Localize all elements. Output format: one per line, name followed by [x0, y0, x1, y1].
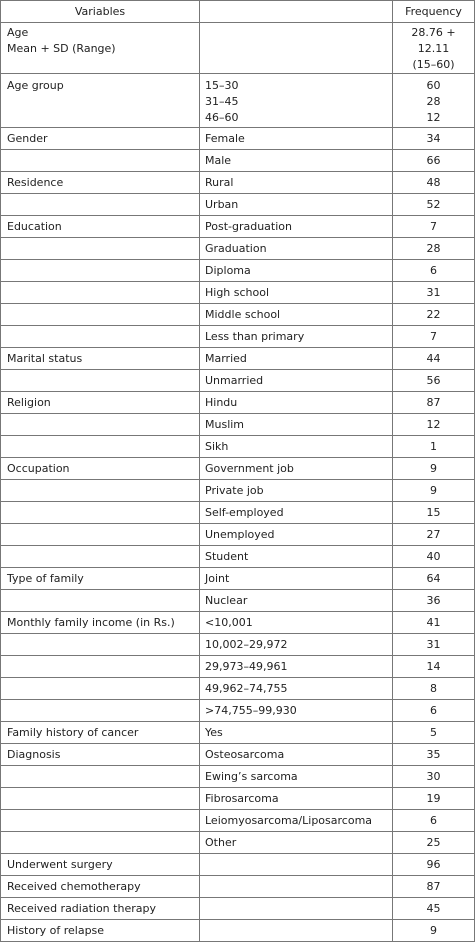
variable-cell	[1, 832, 200, 854]
variable-cell: Marital status	[1, 348, 200, 370]
table-row	[1, 546, 475, 568]
variable-cell: Gender	[1, 128, 200, 150]
table-row	[1, 810, 475, 832]
frequency-cell: 87	[393, 876, 475, 898]
frequency-cell: 15	[393, 502, 475, 524]
frequency-cell: 66	[393, 150, 475, 172]
frequency-cell: 9	[393, 458, 475, 480]
table-row	[1, 700, 475, 722]
category-cell: Osteosarcoma	[200, 744, 393, 766]
category-cell: 29,973–49,961	[200, 656, 393, 678]
category-cell: Urban	[200, 194, 393, 216]
table-row	[1, 128, 475, 150]
frequency-cell: 25	[393, 832, 475, 854]
variable-cell	[1, 656, 200, 678]
category-cell: Yes	[200, 722, 393, 744]
frequency-cell: 6	[393, 810, 475, 832]
age-row	[1, 23, 475, 74]
category-cell: Self-employed	[200, 502, 393, 524]
category-cell: Muslim	[200, 414, 393, 436]
category-header	[200, 1, 393, 23]
variable-cell	[1, 194, 200, 216]
table-row	[1, 854, 475, 876]
variable-cell	[1, 326, 200, 348]
variable-cell	[1, 810, 200, 832]
variable-cell	[1, 502, 200, 524]
category-cell: Nuclear	[200, 590, 393, 612]
category-cell: Other	[200, 832, 393, 854]
category-cell: High school	[200, 282, 393, 304]
table-row	[1, 414, 475, 436]
frequency-cell: 30	[393, 766, 475, 788]
table-row	[1, 766, 475, 788]
table-row	[1, 172, 475, 194]
category-cell: Graduation	[200, 238, 393, 260]
category-cell: 10,002–29,972	[200, 634, 393, 656]
age-stat-label: Mean + SD (Range)	[7, 42, 116, 55]
frequency-cell: 31	[393, 282, 475, 304]
variable-cell: Education	[1, 216, 200, 238]
variable-cell	[1, 590, 200, 612]
age-label-cell	[1, 23, 200, 74]
category-cell	[200, 898, 393, 920]
frequency-cell: 48	[393, 172, 475, 194]
variable-cell: Monthly family income (in Rs.)	[1, 612, 200, 634]
category-cell: Government job	[200, 458, 393, 480]
age-group-category: 46–60	[205, 111, 239, 124]
table-row	[1, 370, 475, 392]
table-row	[1, 876, 475, 898]
variable-cell	[1, 436, 200, 458]
table-row	[1, 392, 475, 414]
table-row	[1, 436, 475, 458]
variable-cell: Diagnosis	[1, 744, 200, 766]
variable-cell: Received chemotherapy	[1, 876, 200, 898]
category-cell	[200, 876, 393, 898]
frequency-header: Frequency	[393, 1, 475, 23]
frequency-cell: 40	[393, 546, 475, 568]
variable-cell: Religion	[1, 392, 200, 414]
frequency-cell: 27	[393, 524, 475, 546]
age-group-value: 60	[426, 79, 441, 92]
variable-cell	[1, 260, 200, 282]
table-row	[1, 260, 475, 282]
category-cell: Leiomyosarcoma/Liposarcoma	[200, 810, 393, 832]
variable-cell: Residence	[1, 172, 200, 194]
category-cell: 49,962–74,755	[200, 678, 393, 700]
frequency-cell: 87	[393, 392, 475, 414]
frequency-cell: 14	[393, 656, 475, 678]
variable-cell: Occupation	[1, 458, 200, 480]
table-row	[1, 150, 475, 172]
table-row	[1, 326, 475, 348]
category-cell: Female	[200, 128, 393, 150]
category-cell: Unmarried	[200, 370, 393, 392]
variable-cell	[1, 150, 200, 172]
category-cell: Fibrosarcoma	[200, 788, 393, 810]
frequency-cell: 52	[393, 194, 475, 216]
frequency-cell: 34	[393, 128, 475, 150]
age-group-row	[1, 74, 475, 128]
variable-cell	[1, 282, 200, 304]
variable-cell: Type of family	[1, 568, 200, 590]
table-row	[1, 524, 475, 546]
variable-cell	[1, 370, 200, 392]
variable-cell: Underwent surgery	[1, 854, 200, 876]
category-cell: Married	[200, 348, 393, 370]
variable-cell	[1, 524, 200, 546]
frequency-cell: 8	[393, 678, 475, 700]
age-range: (15–60)	[412, 58, 455, 71]
table-row	[1, 458, 475, 480]
frequency-cell: 64	[393, 568, 475, 590]
frequency-cell: 5	[393, 722, 475, 744]
category-cell: Student	[200, 546, 393, 568]
frequency-cell: 31	[393, 634, 475, 656]
age-label: Age	[7, 26, 29, 39]
age-group-values	[393, 74, 475, 128]
frequency-cell: 1	[393, 436, 475, 458]
frequency-cell: 44	[393, 348, 475, 370]
table-row	[1, 216, 475, 238]
table-row	[1, 282, 475, 304]
table-row	[1, 634, 475, 656]
category-cell: Rural	[200, 172, 393, 194]
table-row	[1, 502, 475, 524]
frequency-cell: 41	[393, 612, 475, 634]
variable-cell: Received radiation therapy	[1, 898, 200, 920]
frequency-cell: 96	[393, 854, 475, 876]
table-row	[1, 722, 475, 744]
table-row	[1, 920, 475, 942]
table-row	[1, 194, 475, 216]
age-group-value: 28	[426, 95, 441, 108]
frequency-cell: 7	[393, 216, 475, 238]
frequency-cell: 6	[393, 260, 475, 282]
table-row	[1, 678, 475, 700]
variable-cell	[1, 678, 200, 700]
variable-cell	[1, 766, 200, 788]
table-row	[1, 898, 475, 920]
category-cell: Middle school	[200, 304, 393, 326]
table-row	[1, 238, 475, 260]
variable-cell	[1, 238, 200, 260]
table-row	[1, 612, 475, 634]
age-group-categories	[200, 74, 393, 128]
table-row	[1, 348, 475, 370]
age-group-label: Age group	[1, 74, 200, 128]
frequency-cell: 36	[393, 590, 475, 612]
table-row	[1, 480, 475, 502]
category-cell: Male	[200, 150, 393, 172]
frequency-cell: 19	[393, 788, 475, 810]
category-cell: Joint	[200, 568, 393, 590]
variable-cell: Family history of cancer	[1, 722, 200, 744]
variables-header: Variables	[1, 1, 200, 23]
frequency-cell: 6	[393, 700, 475, 722]
category-cell: Hindu	[200, 392, 393, 414]
category-cell: Ewing’s sarcoma	[200, 766, 393, 788]
table-row	[1, 568, 475, 590]
variable-cell: History of relapse	[1, 920, 200, 942]
variable-cell	[1, 304, 200, 326]
variable-cell	[1, 788, 200, 810]
frequency-cell: 28	[393, 238, 475, 260]
table-row	[1, 590, 475, 612]
table-row	[1, 788, 475, 810]
age-group-value: 12	[426, 111, 441, 124]
variable-cell	[1, 700, 200, 722]
age-mean-sd: 28.76 + 12.11	[411, 26, 456, 55]
table-row	[1, 832, 475, 854]
category-cell: Sikh	[200, 436, 393, 458]
age-category-cell	[200, 23, 393, 74]
category-cell: Less than primary	[200, 326, 393, 348]
table-row	[1, 744, 475, 766]
variable-cell	[1, 414, 200, 436]
frequency-cell: 22	[393, 304, 475, 326]
category-cell	[200, 854, 393, 876]
variable-cell	[1, 480, 200, 502]
frequency-cell: 9	[393, 920, 475, 942]
category-cell: Private job	[200, 480, 393, 502]
age-group-category: 31–45	[205, 95, 239, 108]
table-row	[1, 656, 475, 678]
age-value-cell	[393, 23, 475, 74]
table-row	[1, 304, 475, 326]
frequency-cell: 56	[393, 370, 475, 392]
category-cell: Unemployed	[200, 524, 393, 546]
category-cell	[200, 920, 393, 942]
frequency-cell: 35	[393, 744, 475, 766]
frequency-cell: 45	[393, 898, 475, 920]
category-cell: >74,755–99,930	[200, 700, 393, 722]
frequency-cell: 12	[393, 414, 475, 436]
header-row	[1, 1, 475, 23]
variable-cell	[1, 634, 200, 656]
frequency-cell: 9	[393, 480, 475, 502]
variable-cell	[1, 546, 200, 568]
frequency-cell: 7	[393, 326, 475, 348]
category-cell: Diploma	[200, 260, 393, 282]
category-cell: <10,001	[200, 612, 393, 634]
age-group-category: 15–30	[205, 79, 239, 92]
category-cell: Post-graduation	[200, 216, 393, 238]
